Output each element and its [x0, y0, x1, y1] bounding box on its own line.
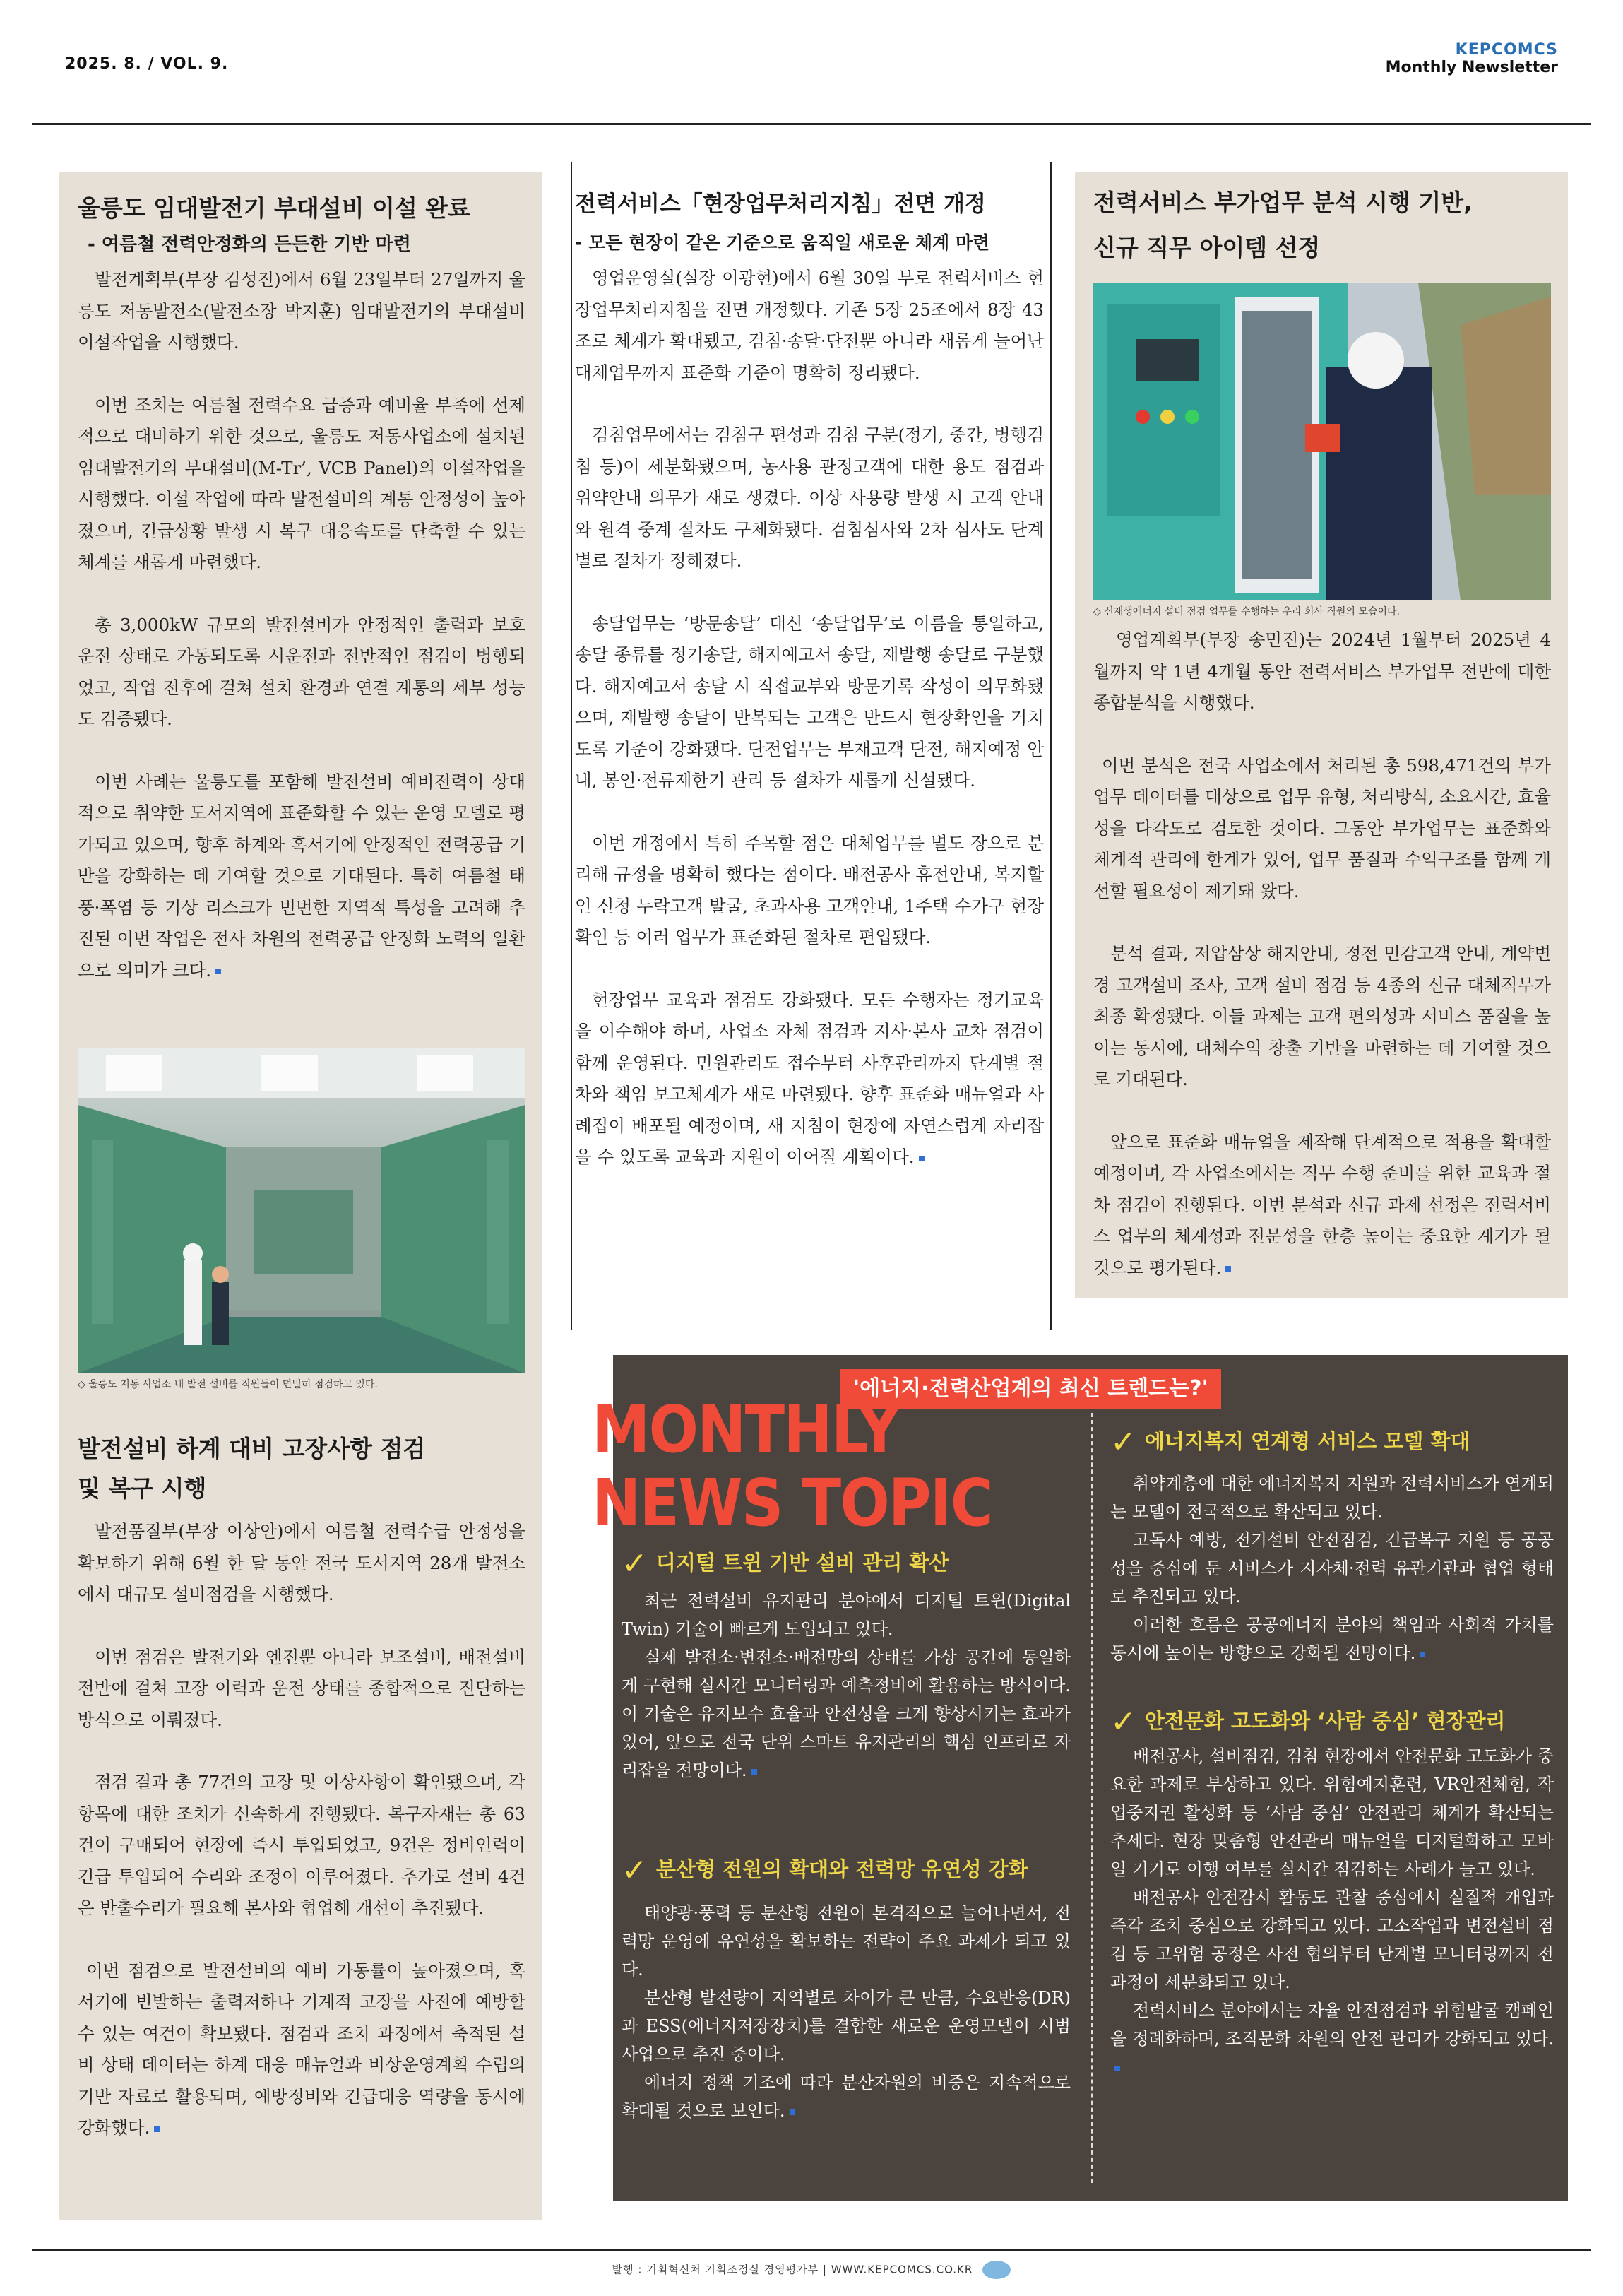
renewable-inspection-illustration: [1093, 283, 1551, 600]
paragraph: 태양광·풍력 등 분산형 전원이 본격적으로 늘어나면서, 전력망 운영에 유연성을 확보하는 전략이 주요 과제가 되고 있다.: [622, 1903, 1071, 1980]
photo-caption: ◇ 신재생에너지 설비 점검 업무를 수행하는 우리 회사 직원의 모습이다.: [1093, 606, 1400, 617]
paragraph: 검침업무에서는 검침구 편성과 검침 구분(정기, 중간, 병행검침 등)이 세분화됐으며, 농사용 관정고객에 대한 용도 점검과 위약안내 의무가 새로 생겼다. 이상 사용량 발생 시 고객 안내와 원격 중계 절차도 구체화됐다. 검침심사와 2차 심사도 단계별로 절차가 정해졌다.: [575, 425, 1044, 571]
news-topic-energy-welfare: [1110, 1426, 1554, 1667]
topic-title: 에너지복지 연계형 서비스 모델 확대: [1144, 1429, 1470, 1453]
news-topic-digital-twin: [622, 1547, 1071, 1785]
article-subtitle: - 모든 현장이 같은 기준으로 움직일 새로운 체계 마련: [575, 232, 990, 253]
news-topic-distributed-power: [622, 1854, 1071, 2125]
topic-title: 분산형 전원의 확대와 전력망 유연성 강화: [655, 1857, 1028, 1881]
check-icon: ✓: [622, 1852, 648, 1888]
article-ulleungdo: [78, 191, 525, 986]
masthead: [1386, 41, 1558, 76]
end-mark-icon: [154, 2126, 160, 2132]
paragraph: 배전공사, 설비점검, 검침 현장에서 안전문화 고도화가 중요한 과제로 부상하고 있다. 위험예지훈련, VR안전체험, 작업중지권 활성화 등 ‘사람 중심’ 안전관리 체계가 확산되는 추세다. 현장 맞춤형 안전관리 매뉴얼을 디지털화하고 모바일 기기로 이행 여부를 실시간 점검하는 사례가 늘고 있다.: [1110, 1746, 1554, 1879]
article-title: 울릉도 임대발전기 부대설비 이설 완료: [78, 194, 471, 222]
brand-logo: KEPCOMCS: [1455, 41, 1558, 59]
paragraph: 취약계층에 대한 에너지복지 지원과 전력서비스가 연계되는 모델이 전국적으로 확산되고 있다.: [1110, 1474, 1554, 1522]
paragraph: 이러한 흐름은 공공에너지 분야의 책임과 사회적 가치를 동시에 높이는 방향으로 강화될 전망이다.: [1110, 1615, 1554, 1663]
newsletter-label: Monthly Newsletter: [1385, 59, 1558, 76]
paragraph: 현장업무 교육과 점검도 강화됐다. 모든 수행자는 정기교육을 이수해야 하며, 사업소 자체 점검과 지사·본사 교차 점검이 함께 운영된다. 민원관리도 접수부터 사후관리까지 단계별 절차와 책임 보고체계가 새로 마련됐다. 향후 표준화 매뉴얼과 사례집이 배포될 예정이며, 새 지침이 현장에 자연스럽게 자리잡을 수 있도록 교육과 지원이 이어질 계획이다.: [575, 989, 1044, 1167]
end-mark-icon: [1420, 1652, 1425, 1657]
paragraph: 발전품질부(부장 이상안)에서 여름철 전력수급 안정성을 확보하기 위해 6월 한 달 동안 전국 도서지역 28개 발전소에서 대규모 설비점검을 시행했다.: [78, 1521, 525, 1604]
paragraph: 이번 분석은 전국 사업소에서 처리된 총 598,471건의 부가업무 데이터를 대상으로 업무 유형, 처리방식, 소요시간, 효율성을 다각도로 검토한 것이다. 그동안 부가업무는 표준화와 체계적 관리에 한계가 있어, 업무 품질과 수익구조를 함께 개선할 필요성이 제기돼 왔다.: [1093, 755, 1551, 901]
paragraph: 영업계획부(부장 송민진)는 2024년 1월부터 2025년 4월까지 약 1년 4개월 동안 전력서비스 부가업무 전반에 대한 종합분석을 시행했다.: [1093, 629, 1551, 713]
article-column-right: [1075, 172, 1568, 1298]
paragraph: 최근 전력설비 유지관리 분야에서 디지털 트윈(Digital Twin) 기술이 빠르게 도입되고 있다.: [622, 1591, 1071, 1639]
footer: [0, 2261, 1623, 2279]
news-topic-tag: '에너지·전력산업계의 최신 트렌드는?': [840, 1369, 1221, 1409]
paragraph: 이번 조치는 여름철 전력수요 급증과 예비율 부족에 선제적으로 대비하기 위한 것으로, 울릉도 저동사업소에 설치된 임대발전기의 부대설비(M-Tr’, VCB Panel)의 이설작업을 시행했다. 이설 작업에 따라 발전설비의 계통 안정성이 높아졌으며, 긴급상황 발생 시 복구 대응속도를 단축할 수 있는 체계를 새롭게 마련했다.: [78, 394, 525, 572]
paragraph: 배전공사 안전감시 활동도 관찰 중심에서 실질적 개입과 즉각 조치 중심으로 강화되고 있다. 고소작업과 변전설비 점검 등 고위험 공정은 사전 협의부터 단계별 모니터링까지 전 과정이 세분화되고 있다.: [1110, 1888, 1554, 1992]
check-icon: ✓: [1110, 1704, 1136, 1740]
article-column-left: [59, 172, 542, 1421]
article-title: 신규 직무 아이템 선정: [1093, 234, 1321, 261]
column-divider: [571, 162, 572, 1330]
paragraph: 총 3,000kW 규모의 발전설비가 안정적인 출력과 보호 운전 상태로 가동되도록 시운전과 전반적인 점검이 병행되었고, 작업 전후에 걸쳐 설치 환경과 연결 계통의 세부 성능도 검증됐다.: [78, 614, 525, 729]
paragraph: 전력서비스 분야에서는 자율 안전점검과 위험발굴 캠페인을 정례화하며, 조직문화 차원의 안전 관리가 강화되고 있다.: [1110, 2001, 1554, 2049]
paragraph: 영업운영실(실장 이광현)에서 6월 30일 부로 전력서비스 현장업무처리지침을 전면 개정했다. 기존 5장 25조에서 8장 43조로 체계가 확대됐고, 검침·송달·단전뿐 아니라 새롭게 늘어난 대체업무까지 표준화 기준이 명확히 정리됐다.: [575, 268, 1044, 383]
news-heading-line: NEWS TOPIC: [592, 1465, 992, 1541]
paragraph: 이번 사례는 울릉도를 포함해 발전설비 예비전력이 상대적으로 취약한 도서지역에 표준화할 수 있는 운영 모델로 평가되고 있으며, 향후 하계와 혹서기에 안정적인 전력공급 기반을 강화하는 데 기여할 것으로 기대된다. 특히 여름철 태풍·폭염 등 기상 리스크가 빈번한 지역적 특성을 고려해 추진된 이번 작업은 전사 차원의 전력공급 안정화 노력의 일환으로 의미가 크다.: [78, 771, 525, 981]
paragraph: 실제 발전소·변전소·배전망의 상태를 가상 공간에 동일하게 구현해 실시간 모니터링과 예측정비에 활용하는 방식이다. 이 기술은 유지보수 효율과 안전성을 크게 향상시키는 효과가 있어, 앞으로 전국 단위 스마트 유지관리의 핵심 인프라로 자리잡을 전망이다.: [622, 1647, 1071, 1780]
news-heading-line: MONTHLY: [592, 1392, 900, 1467]
power-plant-illustration: [78, 1048, 525, 1373]
end-mark-icon: [751, 1769, 757, 1775]
article-title: 전력서비스 부가업무 분석 시행 기반,: [1093, 189, 1473, 216]
photo-caption: ◇ 울릉도 저동 사업소 내 발전 설비를 직원들이 면밀히 점검하고 있다.: [78, 1379, 378, 1390]
power-plant-photo: [78, 1048, 525, 1373]
issue-label: 2025. 8. / VOL. 9.: [65, 55, 229, 73]
paragraph: 이번 점검은 발전기와 엔진뿐 아니라 보조설비, 배전설비 전반에 걸쳐 고장 이력과 운전 상태를 종합적으로 진단하는 방식으로 이뤄졌다.: [78, 1646, 525, 1730]
news-topic-heading: [592, 1393, 992, 1540]
news-column-divider: [1091, 1413, 1093, 2183]
header-divider: [32, 123, 1591, 125]
article-additional-service-body: [1093, 625, 1551, 1284]
footer-logo-icon: [982, 2261, 1011, 2279]
topic-title: 안전문화 고도화와 ‘사람 중심’ 현장관리: [1144, 1709, 1506, 1733]
news-topic-safety-culture: [1110, 1705, 1554, 2081]
article-field-guideline: [575, 172, 1044, 1173]
article-title: 및 복구 시행: [78, 1474, 207, 1502]
column-divider: [1050, 162, 1052, 1330]
paragraph: 고독사 예방, 전기설비 안전점검, 긴급복구 지원 등 공공성을 중심에 둔 서비스가 지자체·전력 유관기관과 협업 형태로 추진되고 있다.: [1110, 1530, 1554, 1606]
paragraph: 점검 결과 총 77건의 고장 및 이상사항이 확인됐으며, 각 항목에 대한 조치가 신속하게 진행됐다. 복구자재는 총 63건이 구매되어 현장에 즉시 투입되었고, 9건은 정비인력이 긴급 투입되어 수리와 조정이 이루어졌다. 추가로 설비 4건은 반출수리가 필요해 본사와 협업해 개선이 추진됐다.: [78, 1772, 525, 1918]
paragraph: 에너지 정책 기조에 따라 분산자원의 비중은 지속적으로 확대될 것으로 보인다.: [622, 2073, 1071, 2121]
footer-text: 발행 : 기획혁신처 기획조정실 경영평가부 | WWW.KEPCOMCS.CO.KR: [612, 2263, 973, 2276]
end-mark-icon: [215, 969, 221, 974]
paragraph: 송달업무는 ‘방문송달’ 대신 ‘송달업무’로 이름을 통일하고, 송달 종류를 정기송달, 해지예고서 송달, 재발행 송달로 구분했다. 해지예고서 송달 시 직접교부와 방문기록 작성이 의무화됐으며, 재발행 송달이 반복되는 고객은 반드시 현장확인을 거치도록 기준이 강화됐다. 단전업무는 부재고객 단전, 해지예정 안내, 봉인·전류제한기 관리 등 절차가 새롭게 신설됐다.: [575, 613, 1044, 791]
article-title: 전력서비스「현장업무처리지침」전면 개정: [575, 191, 986, 217]
paragraph: 이번 점검으로 발전설비의 예비 가동률이 높아졌으며, 혹서기에 빈발하는 출력저하나 기계적 고장을 사전에 예방할 수 있는 여건이 확보됐다. 점검과 조치 과정에서 축적된 설비 상태 데이터는 하계 대응 매뉴얼과 비상운영계획 수립의 기반 자료로 활용되며, 예방정비와 긴급대응 역량을 동시에 강화했다.: [78, 1960, 525, 2138]
paragraph: 앞으로 표준화 매뉴얼을 제작해 단계적으로 적용을 확대할 예정이며, 각 사업소에서는 직무 수행 준비를 위한 교육과 절차 점검이 진행된다. 이번 분석과 신규 과제 선정은 전력서비스 업무의 체계성과 전문성을 한층 높이는 중요한 계기가 될 것으로 평가된다.: [1093, 1131, 1551, 1278]
paragraph: 이번 개정에서 특히 주목할 점은 대체업무를 별도 장으로 분리해 규정을 명확히 했다는 점이다. 배전공사 휴전안내, 복지할인 신청 누락고객 발굴, 초과사용 고객안내, 1주택 수가구 현장확인 등 여러 업무가 표준화된 절차로 편입됐다.: [575, 832, 1044, 947]
renewable-inspection-photo: [1093, 283, 1551, 600]
paragraph: 분석 결과, 저압삼상 해지안내, 정전 민감고객 안내, 계약변경 고객설비 조사, 고객 설비 점검 등 4종의 신규 대체직무가 최종 확정됐다. 이들 과제는 고객 편의성과 서비스 품질을 높이는 동시에, 대체수익 창출 기반을 마련하는 데 기여할 것으로 기대된다.: [1093, 943, 1551, 1089]
article-subtitle: - 여름철 전력안정화의 든든한 기반 마련: [88, 234, 411, 255]
footer-divider: [32, 2249, 1591, 2251]
article-title: 발전설비 하계 대비 고장사항 점검: [78, 1435, 426, 1462]
paragraph: 분산형 발전량이 지역별로 차이가 큰 만큼, 수요반응(DR)과 ESS(에너지저장장치)를 결합한 새로운 운영모델이 시범사업으로 추진 중이다.: [622, 1988, 1071, 2064]
article-additional-service: [1093, 185, 1551, 266]
check-icon: ✓: [622, 1546, 648, 1582]
topic-title: 디지털 트윈 기반 설비 관리 확산: [655, 1551, 949, 1575]
end-mark-icon: [790, 2109, 795, 2115]
end-mark-icon: [1225, 1266, 1231, 1272]
article-column-left-lower: [59, 1421, 542, 2220]
paragraph: 발전계획부(부장 김성진)에서 6월 23일부터 27일까지 울릉도 저동발전소(발전소장 박지훈) 임대발전기의 부대설비 이설작업을 시행했다.: [78, 269, 525, 353]
check-icon: ✓: [1110, 1424, 1136, 1460]
end-mark-icon: [919, 1156, 925, 1161]
end-mark-icon: [1114, 2066, 1120, 2071]
article-summer-inspection: [78, 1431, 525, 2144]
